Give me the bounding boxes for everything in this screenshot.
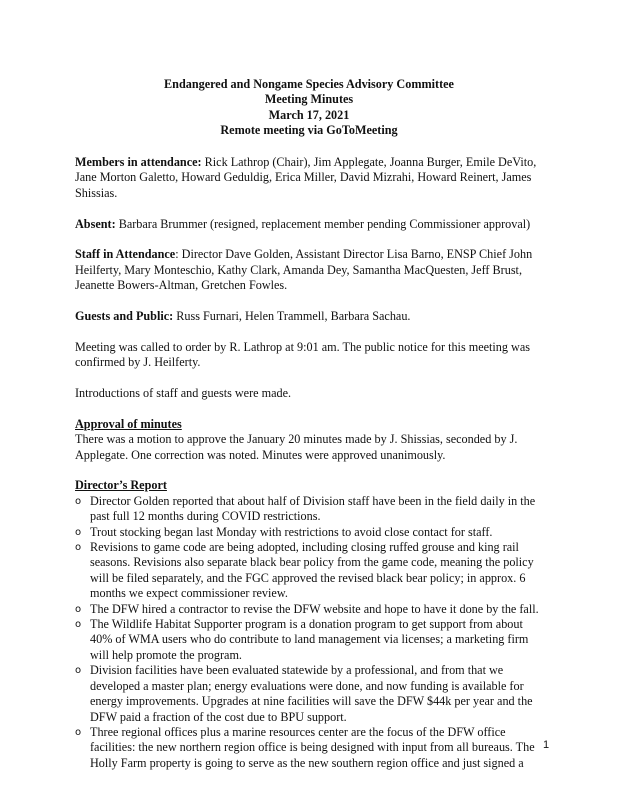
- committee-title: Endangered and Nongame Species Advisory Committee: [164, 77, 454, 91]
- bullet-icon: o: [75, 603, 82, 615]
- approval-section: [75, 417, 545, 463]
- bullet-icon: o: [75, 665, 82, 677]
- document-body: [75, 155, 545, 771]
- list-item: [75, 617, 545, 663]
- list-item-text: Three regional offices plus a marine resources center are the focus of the DFW office facilities: the new northern region office is being designed with input from all bureaus. The Holly Farm property is going to serve as the new southern region office and just signed a: [90, 724, 535, 770]
- guests-paragraph: [75, 309, 545, 324]
- bullet-icon: o: [75, 619, 82, 631]
- directors-report-title: Director’s Report: [75, 478, 167, 493]
- list-item: [75, 540, 545, 602]
- members-text: Rick Lathrop (Chair), Jim Applegate, Joanna Burger, Emile DeVito, Jane Morton Galetto, Howard Geduldig, Erica Miller, David Mizrahi, Howard Reinert, James Shissias.: [75, 155, 537, 200]
- absent-text: Barbara Brummer (resigned, replacement member pending Commissioner approval): [115, 216, 531, 231]
- directors-report-list: [75, 494, 545, 771]
- absent-label: Absent:: [75, 216, 116, 231]
- meeting-date: March 17, 2021: [268, 107, 350, 122]
- approval-title: Approval of minutes: [75, 416, 182, 431]
- guests-label: Guests and Public:: [75, 309, 174, 324]
- bullet-icon: o: [75, 526, 82, 538]
- bullet-icon: o: [75, 495, 82, 507]
- page-number: 1: [542, 739, 550, 751]
- document-type: Meeting Minutes: [264, 92, 354, 107]
- list-item: [75, 725, 545, 771]
- staff-paragraph: [75, 247, 545, 293]
- list-item-text: Revisions to game code are being adopted, including closing ruffed grouse and king rail seasons. Revisions also separate black bear policy from the game code, meaning the policy will be filed separately, and the FGC approved the revised black bear policy; in approx. 6 months we expect commissioner review.: [90, 540, 534, 601]
- meeting-location: Remote meeting via GoToMeeting: [220, 123, 398, 138]
- bullet-icon: o: [75, 542, 82, 554]
- approval-text: There was a motion to approve the January 20 minutes made by J. Shissias, seconded by J. Applegate. One correction was noted. Minutes were approved unanimously.: [75, 432, 518, 462]
- list-item-text: Division facilities have been evaluated statewide by a professional, and from that we developed a master plan; energy evaluations were done, and now funding is available for energy improvements. Upgrades at nine facilities will save the DFW $44k per year and the DFW paid a fraction of the cost due to BPU support.: [90, 663, 533, 724]
- list-item: [75, 525, 545, 540]
- introductions-paragraph: Introductions of staff and guests were made.: [75, 386, 292, 401]
- members-paragraph: [75, 155, 545, 201]
- list-item: [75, 494, 545, 525]
- members-label: Members in attendance:: [75, 155, 202, 169]
- list-item-text: The Wildlife Habitat Supporter program is a donation program to get support from about 40% of WMA users who do contribute to land management via licenses; a marketing firm will help promote the program.: [90, 617, 529, 662]
- absent-paragraph: [75, 217, 545, 232]
- list-item-text: The DFW hired a contractor to revise the DFW website and hope to have it done by the fall.: [90, 601, 539, 616]
- directors-report-section: [75, 478, 545, 771]
- guests-text: Russ Furnari, Helen Trammell, Barbara Sachau.: [173, 309, 411, 324]
- bullet-icon: o: [75, 726, 82, 738]
- list-item: [75, 663, 545, 725]
- staff-label: Staff in Attendance: [75, 247, 176, 262]
- document-header: [0, 77, 618, 139]
- list-item-text: Trout stocking began last Monday with restrictions to avoid close contact for staff.: [90, 524, 493, 539]
- call-to-order-paragraph: Meeting was called to order by R. Lathrop at 9:01 am. The public notice for this meeting was confirmed by J. Heilferty.: [75, 339, 530, 370]
- list-item-text: Director Golden reported that about half of Division staff have been in the field daily in the past full 12 months during COVID restrictions.: [90, 493, 536, 524]
- list-item: [75, 602, 545, 617]
- staff-text: : Director Dave Golden, Assistant Director Lisa Barno, ENSP Chief John Heilferty, Mary Monteschio, Kathy Clark, Amanda Dey, Samantha MacQuesten, Jeff Brust, Jeanette Bowers-Altman, Gretchen Fowles.: [75, 247, 533, 293]
